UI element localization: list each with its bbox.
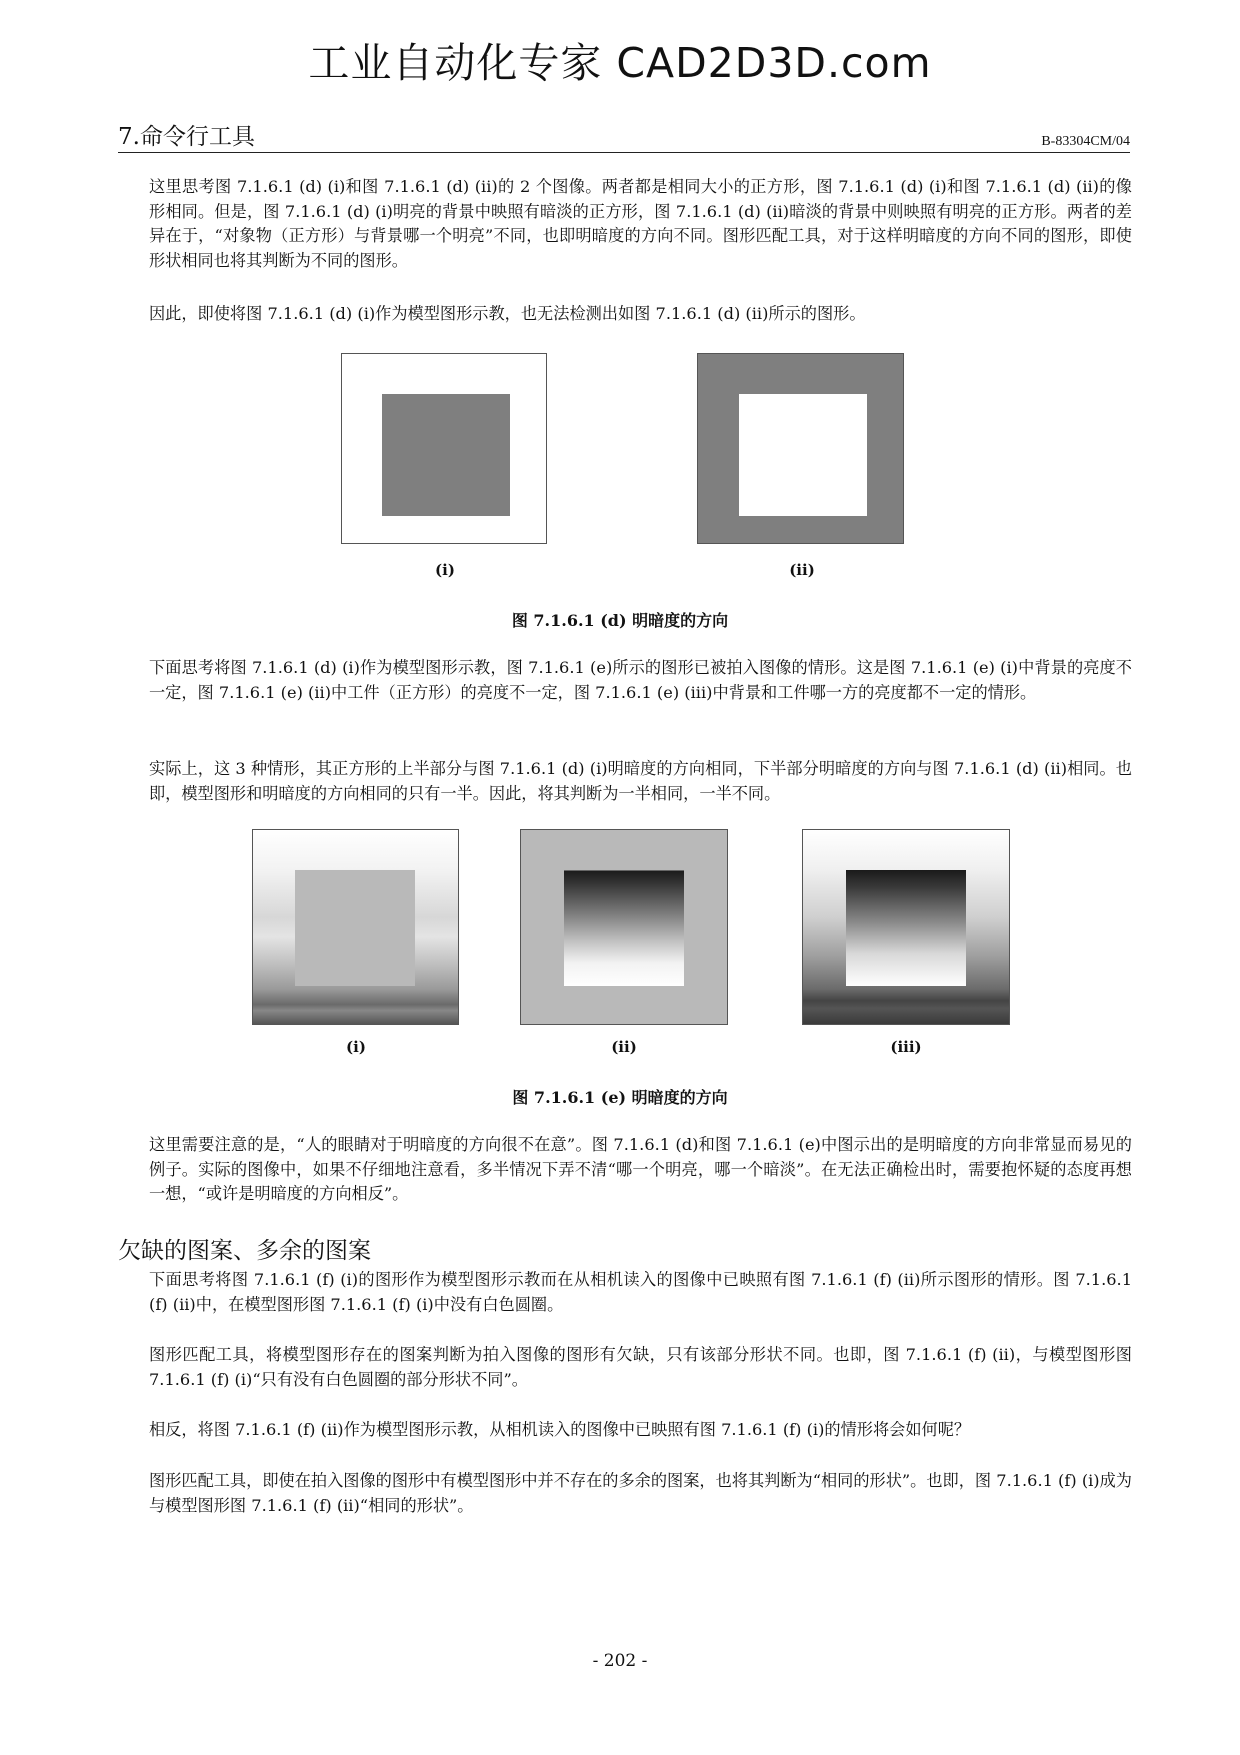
section-heading: 欠缺的图案、多余的图案: [118, 1238, 371, 1264]
paragraph-3: 下面思考将图 7.1.6.1 (d) (i)作为模型图形示教，图 7.1.6.1 (e)所示的图形已被拍入图像的情形。这是图 7.1.6.1 (e) (i)中背景的亮度不一定，图 7.1.6.1 (e) (ii)中工件（正方形）的亮度不一定，图 7.1.6.1 (e) (iii)中背景和工件哪一方的亮度都不一定的情形。: [149, 658, 1132, 702]
figure-e-label-ii: (ii): [611, 1038, 637, 1056]
figure-e-image-i: [252, 829, 459, 1025]
document-number: B-83304CM/04: [1041, 134, 1130, 149]
figure-d-caption: 图 7.1.6.1 (d) 明暗度的方向: [511, 611, 729, 630]
light-square: [739, 394, 867, 516]
figure-e-label-i: (i): [346, 1038, 366, 1056]
paragraph-2: 因此，即使将图 7.1.6.1 (d) (i)作为模型图形示教，也无法检测出如图 7.1.6.1 (d) (ii)所示的图形。: [149, 304, 866, 323]
figure-d-label-ii: (ii): [789, 561, 815, 579]
header-divider: [118, 152, 1130, 153]
chapter-title: 7.命令行工具: [118, 124, 255, 150]
page-number: - 202 -: [592, 1651, 648, 1671]
paragraph-4: 实际上，这 3 种情形，其正方形的上半部分与图 7.1.6.1 (d) (i)明暗度的方向相同，下半部分明暗度的方向与图 7.1.6.1 (d) (ii)相同。也即，模型图形和明暗度的方向相同的只有一半。因此，将其判断为一半相同，一半不同。: [149, 759, 1132, 803]
uniform-square: [295, 870, 415, 986]
paragraph-8: 相反，将图 7.1.6.1 (f) (ii)作为模型图形示教，从相机读入的图像中已映照有图 7.1.6.1 (f) (i)的情形将会如何呢？: [149, 1420, 971, 1439]
paragraph-5: 这里需要注意的是，“人的眼睛对于明暗度的方向很不在意”。图 7.1.6.1 (d)和图 7.1.6.1 (e)中图示出的是明暗度的方向非常显而易见的例子。实际的图像中，如果不仔细地注意看，多半情况下弄不清“哪一个明亮，哪一个暗淡”。在无法正确检出时，需要抱怀疑的态度再想一想，“或许是明暗度的方向相反”。: [149, 1135, 1132, 1203]
paragraph-1: 这里思考图 7.1.6.1 (d) (i)和图 7.1.6.1 (d) (ii)的 2 个图像。两者都是相同大小的正方形，图 7.1.6.1 (d) (i)和图 7.1.6.1 (d) (ii)的像形相同。但是，图 7.1.6.1 (d) (i)明亮的背景中映照有暗淡的正方形，图 7.1.6.1 (d) (ii)暗淡的背景中则映照有明亮的正方形。两者的差异在于，“对象物（正方形）与背景哪一个明亮”不同，也即明暗度的方向不同。图形匹配工具，对于这样明暗度的方向不同的图形，即使形状相同也将其判断为不同的图形。: [149, 177, 1132, 270]
paragraph-9: 图形匹配工具，即使在拍入图像的图形中有模型图形中并不存在的多余的图案，也将其判断为“相同的形状”。也即，图 7.1.6.1 (f) (i)成为与模型图形图 7.1.6.1 (f) (ii)“相同的形状”。: [149, 1471, 1132, 1515]
paragraph-7: 图形匹配工具，将模型图形存在的图案判断为拍入图像的图形有欠缺，只有该部分形状不同。也即，图 7.1.6.1 (f) (ii)，与模型图形图 7.1.6.1 (f) (i)“只有没有白色圆圈的部分形状不同”。: [149, 1345, 1132, 1389]
figure-e-caption: 图 7.1.6.1 (e) 明暗度的方向: [512, 1088, 728, 1107]
paragraph-6: 下面思考将图 7.1.6.1 (f) (i)的图形作为模型图形示教而在从相机读入的图像中已映照有图 7.1.6.1 (f) (ii)所示图形的情形。图 7.1.6.1 (f) (ii)中，在模型图形图 7.1.6.1 (f) (i)中没有白色圆圈。: [149, 1270, 1132, 1314]
dark-square: [382, 394, 510, 516]
figure-d-image-i: [341, 353, 547, 544]
figure-e-image-ii: [520, 829, 728, 1025]
figure-e-label-iii: (iii): [890, 1038, 922, 1056]
page-header: [118, 124, 1130, 152]
gradient-square: [846, 870, 966, 986]
figure-d-image-ii: [697, 353, 904, 544]
gradient-square: [564, 870, 684, 986]
figure-e-image-iii: [802, 829, 1010, 1025]
figure-d-label-i: (i): [435, 561, 455, 579]
watermark: 工业自动化专家 CAD2D3D.com: [308, 39, 932, 87]
